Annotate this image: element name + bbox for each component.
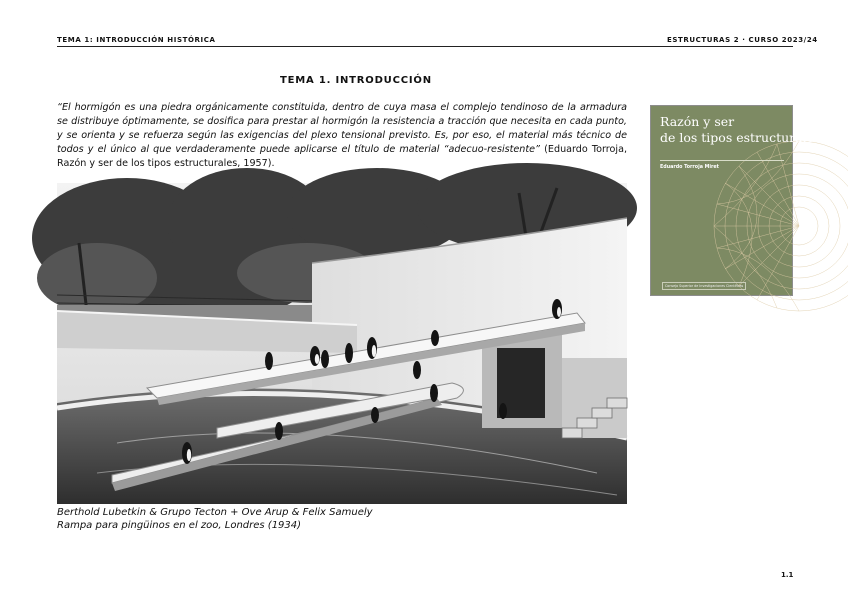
torroja-quote: [57, 101, 627, 171]
section-title: TEMA 1. INTRODUCCIÓN: [280, 75, 432, 86]
header-right: ESTRUCTURAS 2 · CURSO 2023/24: [667, 36, 818, 44]
book-title-line-1: Razón y ser: [660, 114, 735, 129]
penguin-pool-photo: [57, 183, 627, 504]
book-title-line-2: de los tipos estructurales: [660, 130, 821, 145]
book-cover: [650, 105, 821, 296]
book-author: Eduardo Torroja Miret: [660, 165, 719, 170]
figure-caption: [57, 506, 373, 532]
quote-citation: (Eduardo Torroja, Razón y ser de los tipos estructurales, 1957).: [57, 144, 627, 169]
quote-text: “El hormigón es una piedra orgánicamente constituida, dentro de cuya masa el complejo tendinoso de la armadura se distribuye óptimamente, se dosifica para prestar al hormigón la resistencia a tracción que necesita en cada punto, y se orienta y se refuerza según las exigencias del plexo tensional previsto. Es, por eso, el material más técnico de todos y el único al que verdaderamente puede aplicarse el título de material “adecuo-resistente”: [57, 102, 627, 155]
caption-line-1: Berthold Lubetkin & Grupo Tecton + Ove Arup & Felix Samuely: [57, 507, 373, 518]
header-left: TEMA 1: INTRODUCCIÓN HISTÓRICA: [57, 36, 216, 44]
book-publisher: Consejo Superior de Investigaciones Científicas: [662, 282, 746, 290]
book-divider: [660, 160, 784, 161]
header-divider: [57, 46, 793, 47]
caption-line-2: Rampa para pingüinos en el zoo, Londres (1934): [57, 520, 302, 531]
penguin-pool-illustration: [57, 183, 627, 504]
page-number: 1.1: [781, 571, 794, 579]
